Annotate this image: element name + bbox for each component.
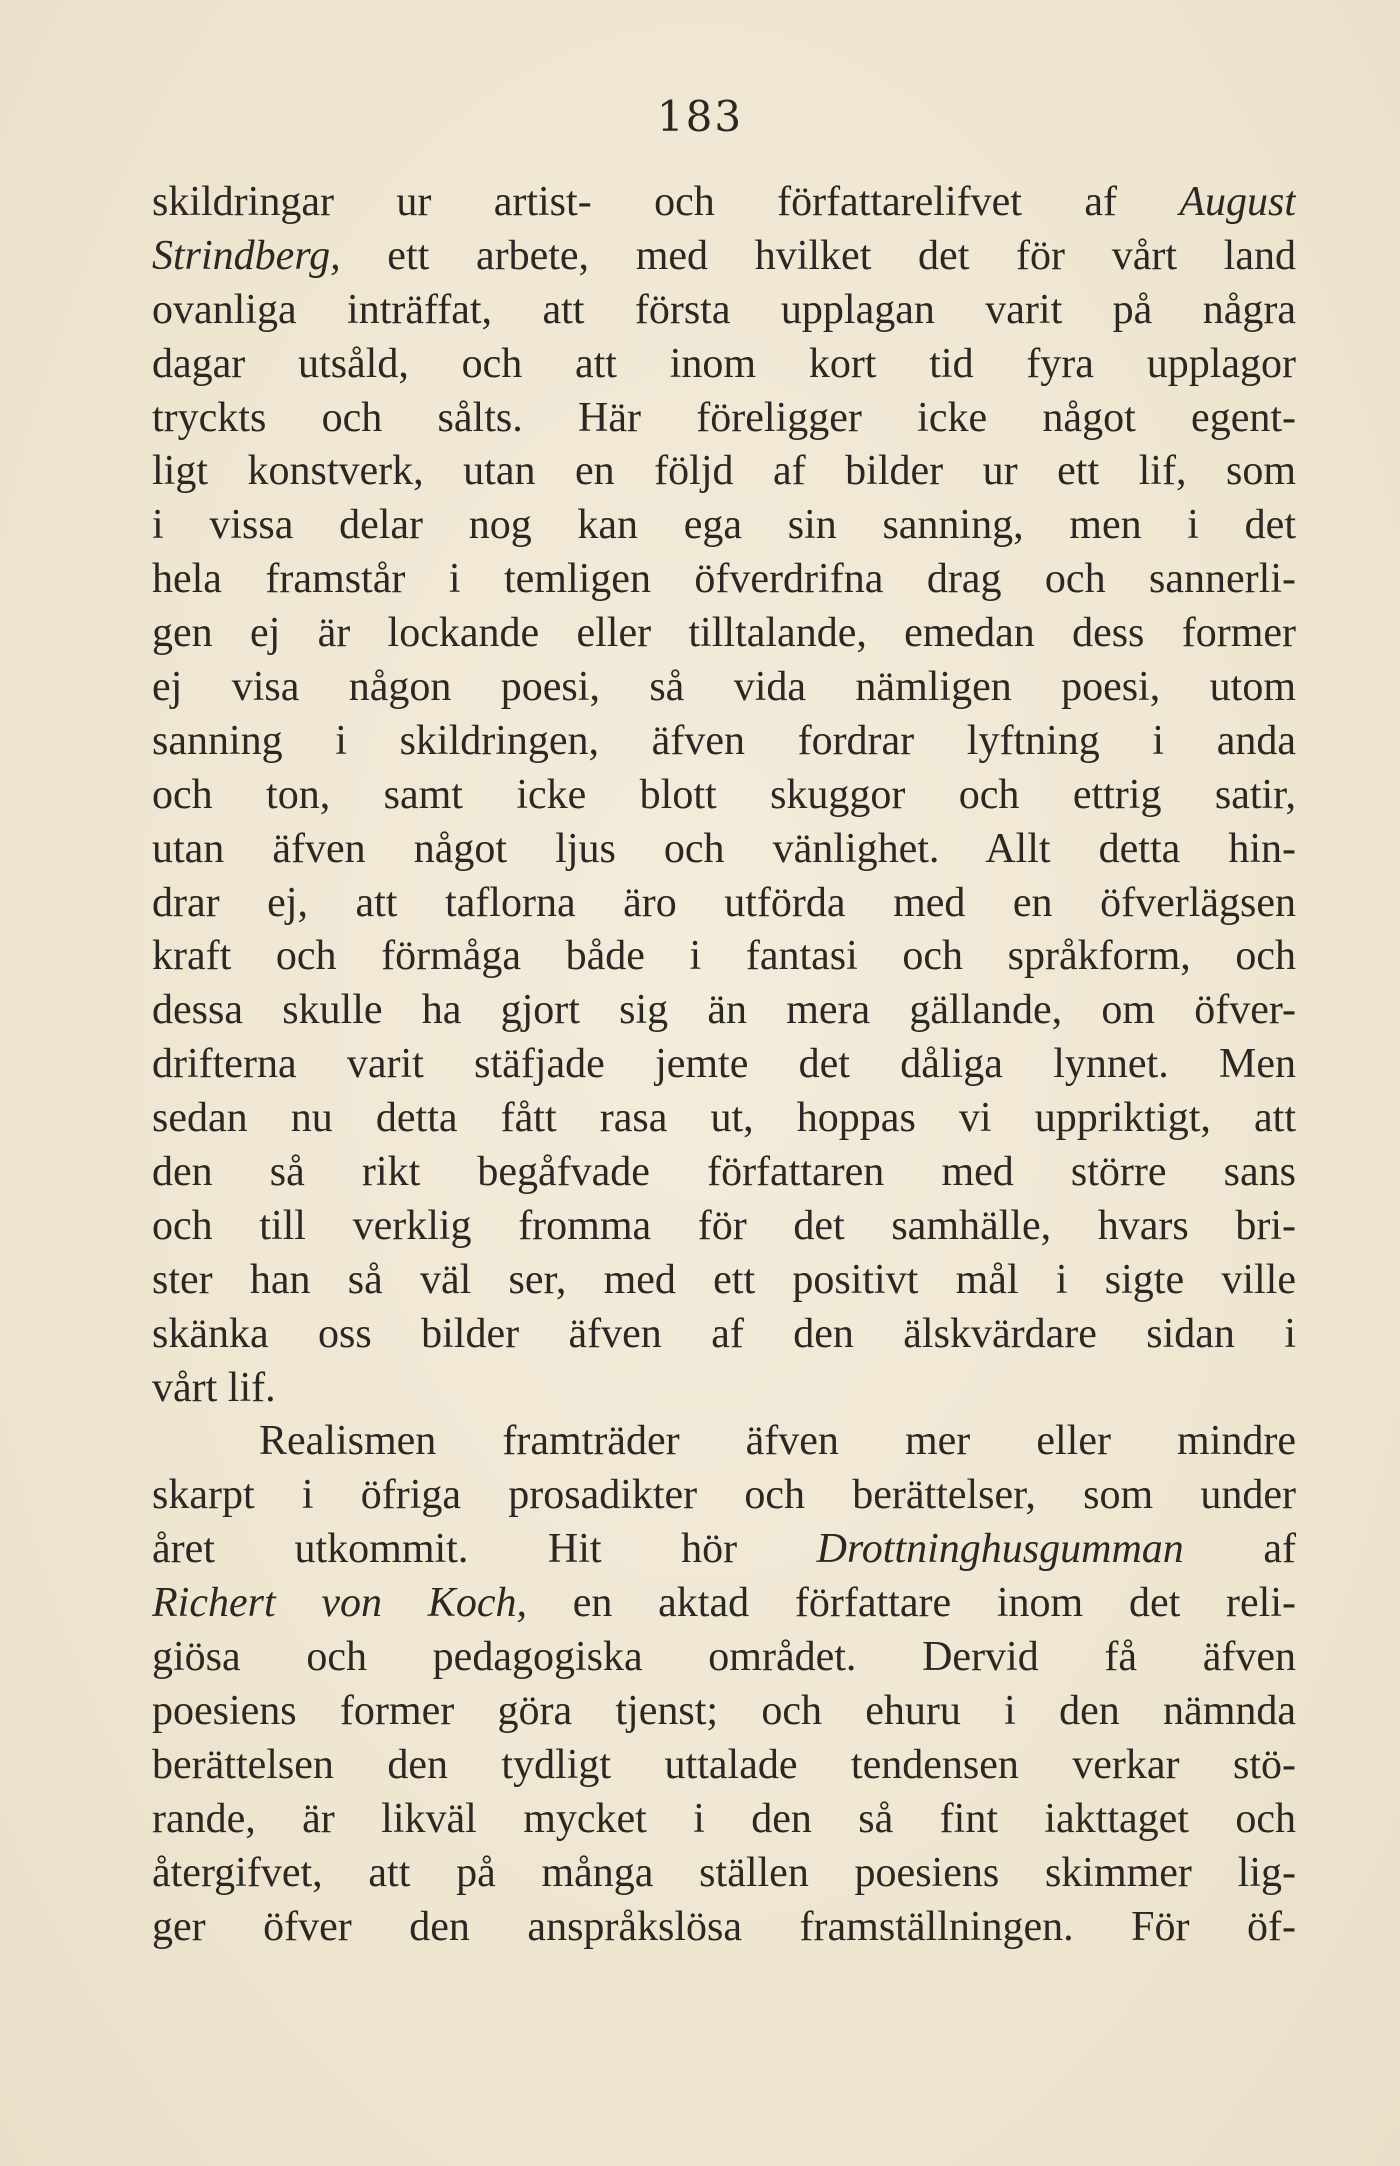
text-run: skildringar ur artist- och författarelifvet af [152,179,1180,225]
text-line [152,1146,1296,1200]
text-run: ger öfver den anspråkslösa framställningen. För öf- [152,1903,1296,1950]
text-run: skänka oss bilder äfven af den älskvärdare sidan i [152,1310,1296,1357]
text-line [152,1254,1296,1308]
text-run: en aktad författare inom det reli- [526,1580,1296,1627]
text-run: af [1183,1526,1296,1573]
text-run: drifterna varit stäfjade jemte det dåliga lynnet. Men [152,1041,1296,1088]
page-number: 183 [656,92,744,141]
text-line [152,823,1296,877]
italic-text-run: August [1179,179,1296,225]
text-run: ligt konstverk, utan en följd af bilder ur ett lif, som [152,448,1296,495]
text-line [152,1092,1296,1146]
italic-text-run: Drottninghusgumman [816,1526,1184,1573]
text-run: ovanliga inträffat, att första upplagan varit på några [152,286,1296,333]
text-line [152,1200,1296,1254]
text-line [152,1308,1296,1362]
text-line [152,1901,1296,1955]
text-run: berättelsen den tydligt uttalade tendensen verkar stö- [152,1741,1296,1788]
text-run: i vissa delar nog kan ega sin sanning, men i det [152,502,1296,549]
text-line [152,715,1296,769]
text-line [152,230,1296,284]
text-run: utan äfven något ljus och vänlighet. Allt detta hin- [152,825,1296,872]
text-run: rande, är likväl mycket i den så fint iakttaget och [152,1795,1296,1842]
text-run: året utkommit. Hit hör [152,1526,817,1573]
text-line [152,176,1296,230]
text-run: den så rikt begåfvade författaren med större sans [152,1149,1296,1196]
text-line [152,1685,1296,1739]
text-run: sedan nu detta fått rasa ut, hoppas vi uppriktigt, att [152,1095,1296,1142]
text-line [152,1577,1296,1631]
text-run: ej visa någon poesi, så vida nämligen poesi, utom [152,664,1296,711]
text-run: kraft och förmåga både i fantasi och språkform, och [152,933,1296,980]
text-line [152,1415,1296,1469]
text-run: och till verklig fromma för det samhälle, hvars bri- [152,1202,1296,1249]
text-line [152,984,1296,1038]
text-line [152,877,1296,931]
text-line [152,1793,1296,1847]
text-run: gen ej är lockande eller tilltalande, emedan dess former [152,610,1296,657]
text-line [152,1523,1296,1577]
text-line [152,607,1296,661]
text-run: skarpt i öfriga prosadikter och berättelser, som under [152,1472,1296,1519]
text-run: ster han så väl ser, med ett positivt mål i sigte ville [152,1256,1296,1303]
text-run: dessa skulle ha gjort sig än mera gällande, om öfver- [152,987,1296,1034]
text-line [152,1739,1296,1793]
text-run: dagar utsåld, och att inom kort tid fyra upplagor [152,340,1296,387]
text-run: giösa och pedagogiska området. Dervid få äfven [152,1634,1296,1681]
text-line [152,1469,1296,1523]
italic-text-run: Strindberg, [152,232,341,279]
text-run: och ton, samt icke blott skuggor och ettrig satir, [152,771,1296,818]
body-text [152,176,1296,1954]
text-run: hela framstår i temligen öfverdrifna drag och sannerli- [152,556,1296,603]
text-run: poesiens former göra tjenst; och ehuru i den nämnda [152,1687,1296,1734]
text-line [152,1038,1296,1092]
text-line [152,392,1296,446]
text-run: drar ej, att taflorna äro utförda med en öfverlägsen [152,879,1296,926]
text-run: ett arbete, med hvilket det för vårt land [340,232,1296,279]
text-line [152,445,1296,499]
text-line [152,284,1296,338]
text-line [152,499,1296,553]
text-run: Realismen framträder äfven mer eller mindre [259,1418,1296,1465]
text-line [152,930,1296,984]
text-run: vårt lif. [152,1364,276,1411]
text-run: återgifvet, att på många ställen poesiens skimmer lig- [152,1849,1296,1896]
text-line [152,769,1296,823]
italic-text-run: Richert von Koch, [152,1580,527,1627]
text-line [152,553,1296,607]
text-line [152,1631,1296,1685]
text-line [152,661,1296,715]
text-line [152,338,1296,392]
text-line [152,1847,1296,1901]
text-run: sanning i skildringen, äfven fordrar lyftning i anda [152,717,1296,764]
text-line [152,1362,1296,1416]
text-run: tryckts och sålts. Här föreligger icke något egent- [152,394,1296,441]
